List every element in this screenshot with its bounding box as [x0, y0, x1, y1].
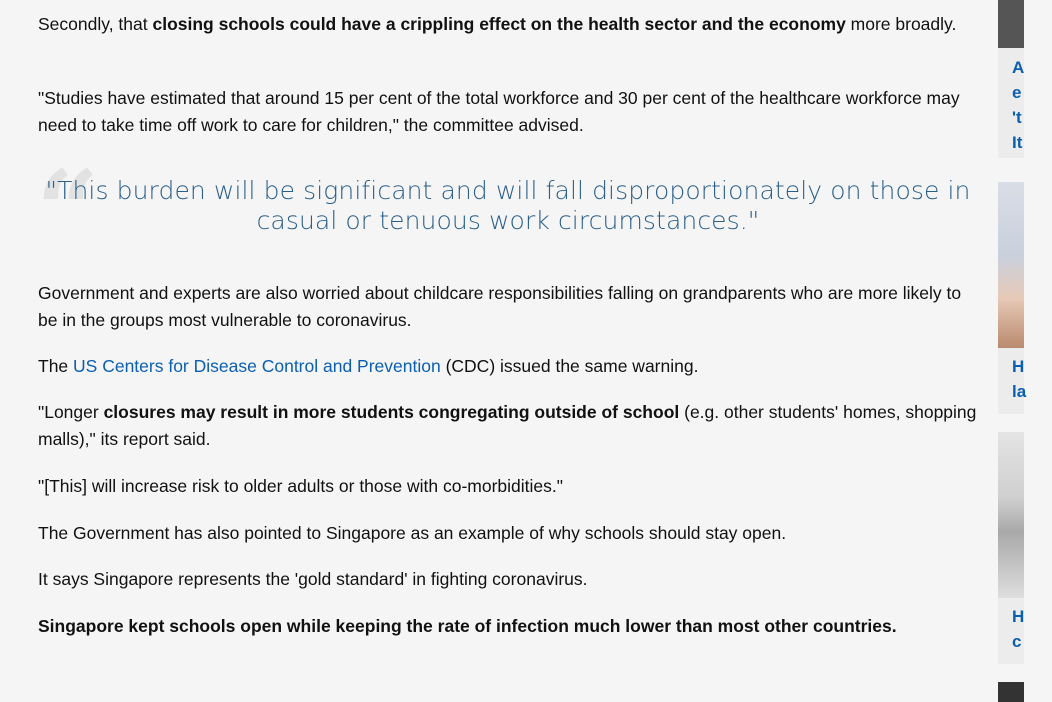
- story-headline: H la: [1012, 357, 1027, 401]
- cdc-link[interactable]: US Centers for Disease Control and Prevention: [73, 356, 441, 376]
- paragraph-text: "Longer: [38, 402, 104, 422]
- paragraph-studies: "Studies have estimated that around 15 per cent of the total workforce and 30 per cent of the healthcare workforce may need to take time off work to care for children," the committee advised.: [38, 88, 960, 135]
- paragraph-bold-text: closures may result in more students congregating outside of school: [103, 402, 680, 422]
- paragraph-singapore-schools-open: Singapore kept schools open while keeping the rate of infection much lower than most other countries.: [38, 616, 897, 636]
- pull-quote: [36, 146, 978, 275]
- paragraph-cdc: [38, 353, 978, 380]
- paragraph-closing-schools: [38, 11, 978, 38]
- paragraph-text: more broadly.: [845, 14, 957, 34]
- related-story-card-2[interactable]: [998, 182, 1027, 414]
- paragraph-gold-standard: It says Singapore represents the 'gold standard' in fighting coronavirus.: [38, 569, 588, 589]
- related-story-card-4[interactable]: [998, 682, 1024, 702]
- paragraph-bold-text: closing schools could have a crippling effect on the health sector and the economy: [152, 14, 846, 34]
- paragraph-increase-risk: "[This] will increase risk to older adults or those with co-morbidities.": [38, 476, 563, 496]
- related-story-card-3[interactable]: [998, 432, 1024, 664]
- related-stories-sidebar: [998, 0, 1027, 702]
- pull-quote-text: "This burden will be significant and will fall disproportionately on those in casual or tenuous work circumstances.": [45, 176, 971, 235]
- story-thumbnail: [998, 182, 1024, 348]
- related-story-card-1[interactable]: [998, 0, 1024, 158]
- story-headline: H c: [1012, 607, 1025, 651]
- paragraph-text: (CDC) issued the same warning.: [440, 356, 699, 376]
- story-thumbnail: [998, 0, 1024, 48]
- quote-mark-icon: “: [36, 146, 100, 275]
- paragraph-grandparents: Government and experts are also worried about childcare responsibilities falling on grandparents who are more likely to be in the groups most vulnerable to coronavirus.: [38, 283, 962, 330]
- paragraph-text: The: [38, 356, 74, 376]
- paragraph-closures: [38, 399, 978, 453]
- story-thumbnail: [998, 432, 1024, 598]
- paragraph-text: (e.g. other students' homes, shopping malls)," its report said.: [38, 402, 977, 449]
- paragraph-government-singapore: The Government has also pointed to Singapore as an example of why schools should stay open.: [38, 523, 787, 543]
- story-headline: A e 't It: [1012, 58, 1025, 152]
- paragraph-text: Secondly, that: [38, 14, 153, 34]
